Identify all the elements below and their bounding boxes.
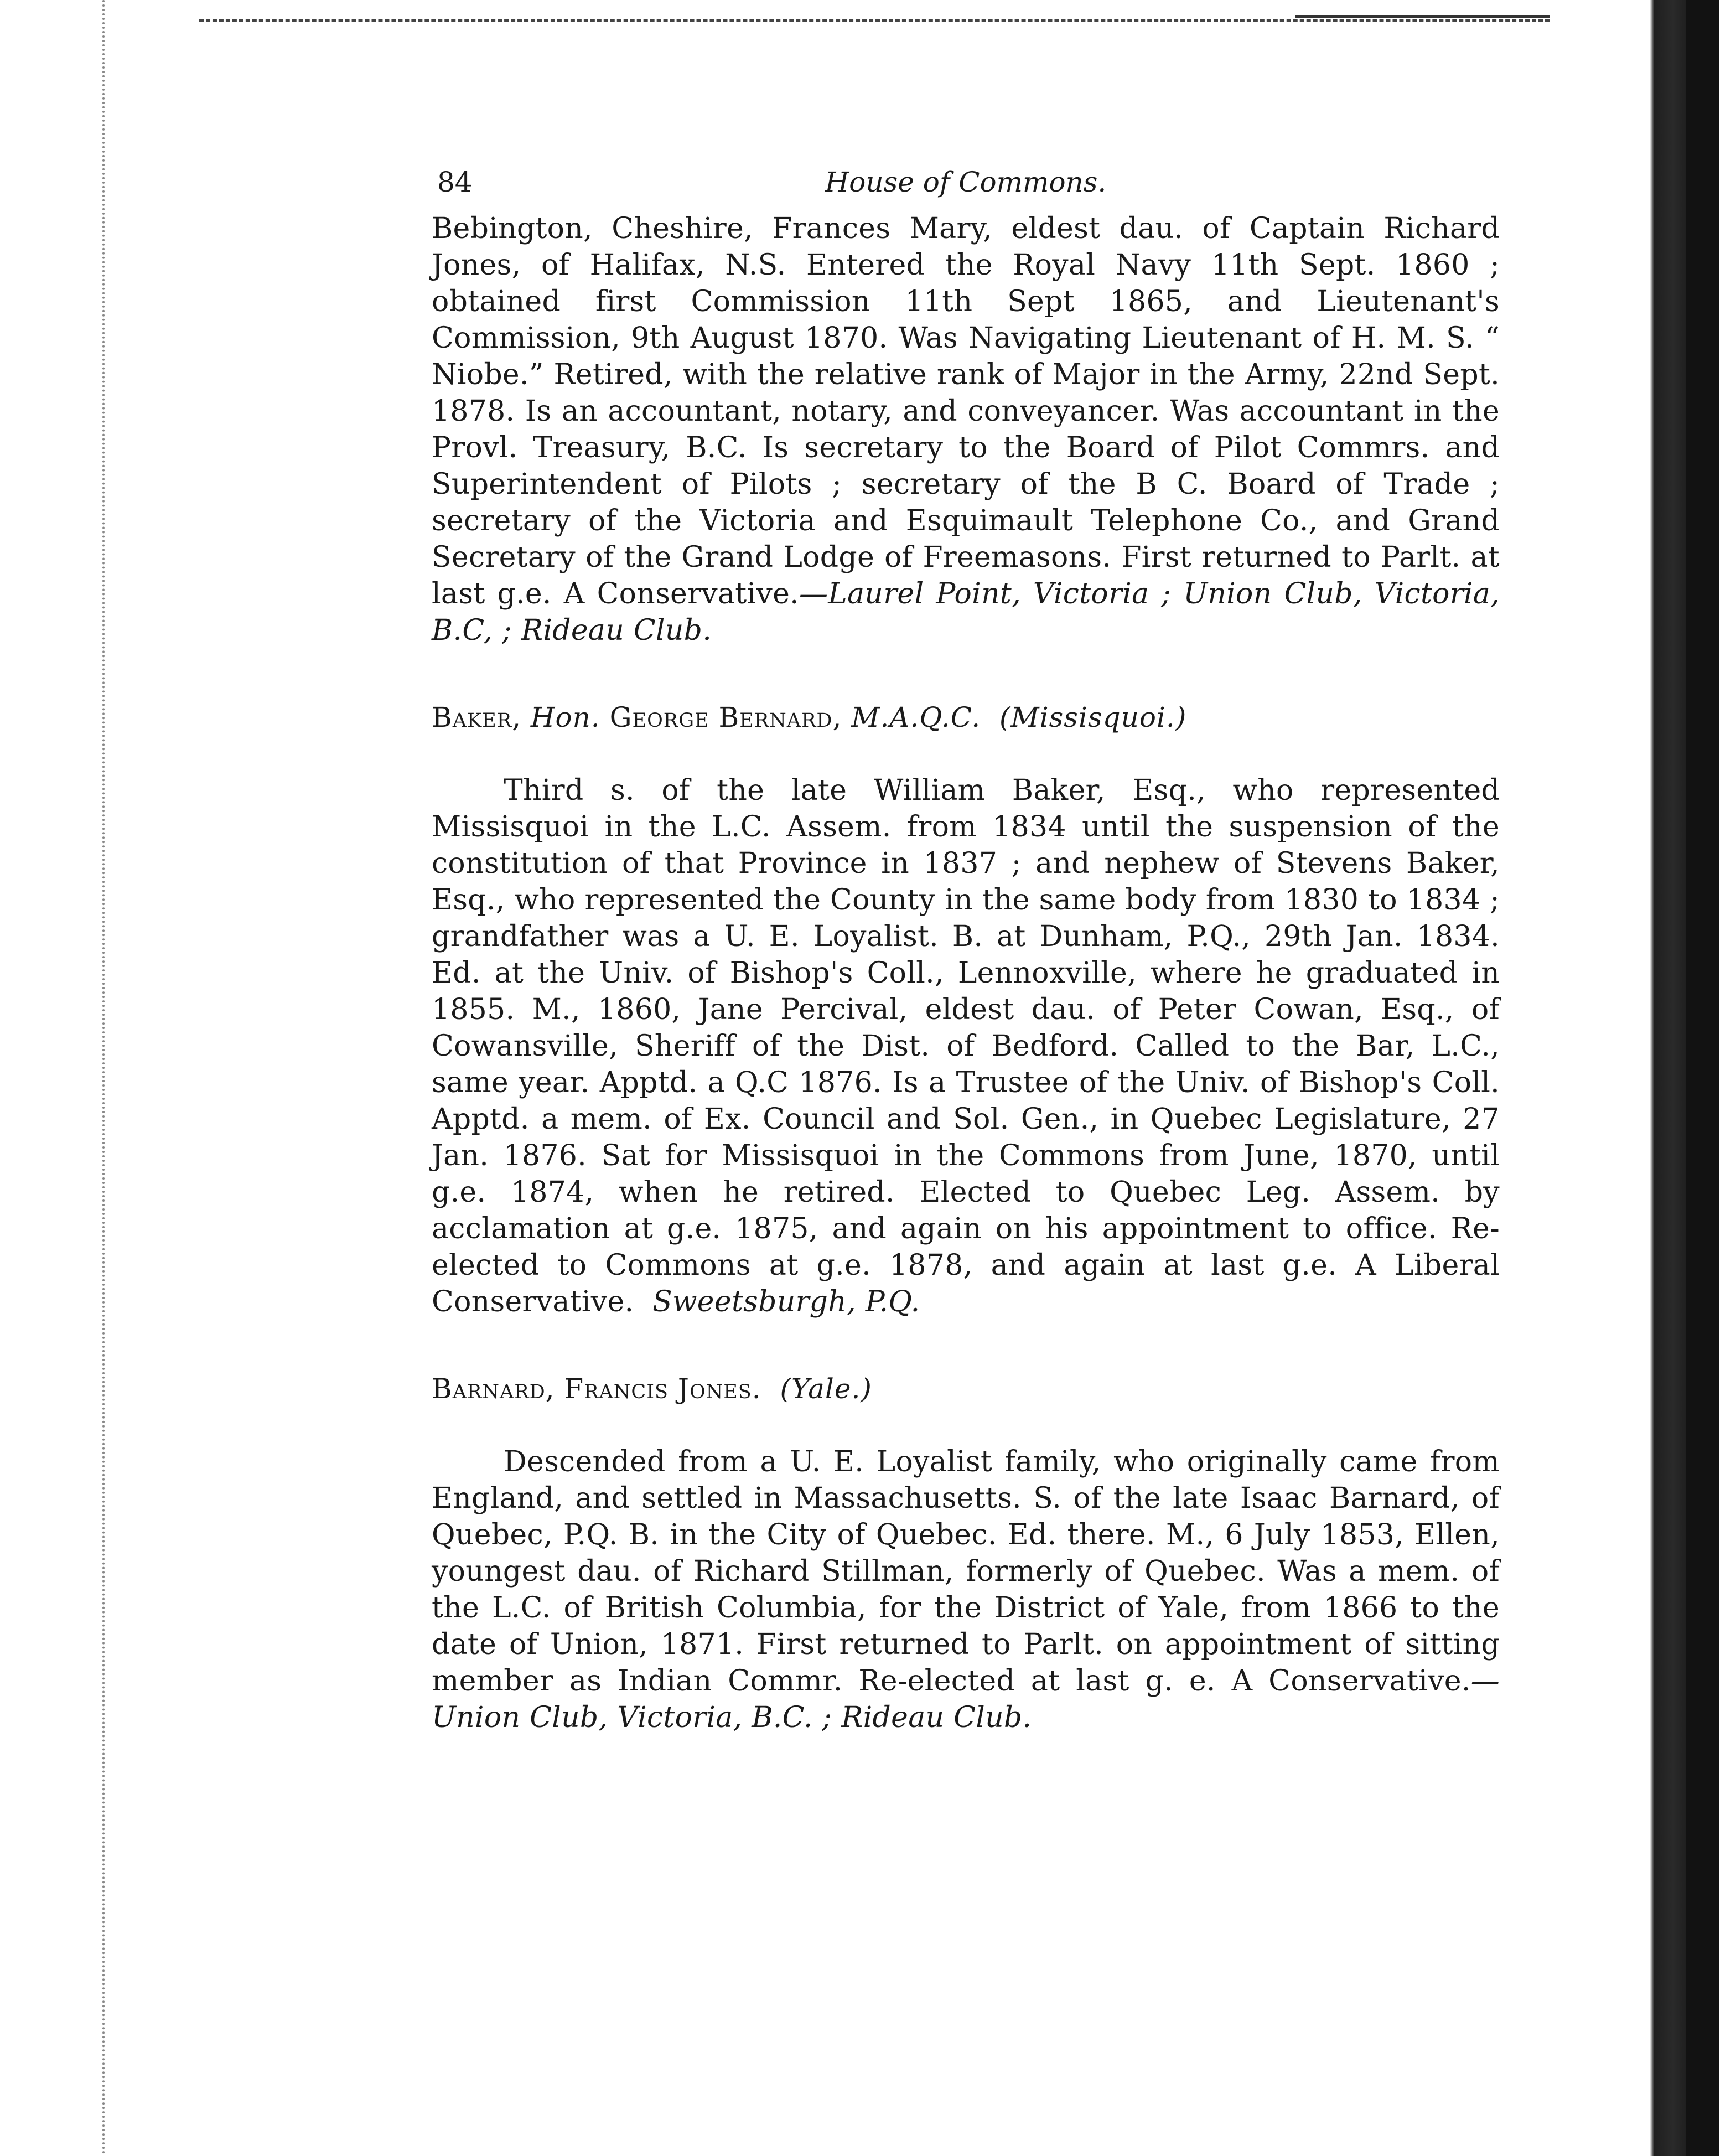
running-title: House of Commons. xyxy=(825,166,1107,198)
entry-heading-baker xyxy=(432,701,1500,733)
page-content xyxy=(432,161,1500,1736)
heading-riding: (Yale.) xyxy=(780,1373,872,1405)
page-number: 84 xyxy=(437,166,473,198)
heading-surname: Baker, xyxy=(432,701,521,733)
entry-heading-barnard xyxy=(432,1373,1500,1405)
entry-text: Third s. of the late William Baker, Esq., who represented Missisquoi in the L.C. Assem. from 1834 until the suspension of the constitution of that Province in 1837 ; and nephew of Stevens Baker, Esq., who represented the County in the same body from 1830 to 1834 ; grandfather was a U. E. Loyalist. B. at Dunham, P.Q., 29th Jan. 1834. Ed. at the Univ. of Bishop's Coll., Lennoxville, where he graduated in 1855. M., 1860, Jane Percival, eldest dau. of Peter Cowan, Esq., of Cowansville, Sheriff of the Dist. of Bedford. Called to the Bar, L.C., same year. Apptd. a Q.C 1876. Is a Trustee of the Univ. of Bishop's Coll. Apptd. a mem. of Ex. Council and Sol. Gen., in Quebec Legislature, 27 Jan. 1876. Sat for Missisquoi in the Commons from June, 1870, until g.e. 1874, when he retired. Elected to Quebec Leg. Assem. by acclamation at g.e. 1875, and again on his appointment to office. Re-elected to Commons at g.e. 1878, and again at last g.e. A Liberal Conservative. xyxy=(432,774,1500,1319)
entry-address: —Union Club, Victoria, B.C. ; Rideau Club. xyxy=(432,1664,1500,1734)
scan-top-rule xyxy=(199,19,1550,22)
heading-names: George Bernard, xyxy=(609,701,842,733)
entry-text: Bebington, Cheshire, Frances Mary, eldest dau. of Captain Richard Jones, of Halifax, N.S. Entered the Royal Navy 11th Sept. 1860 ; obtained first Commission 11th Sept 1865, and Lieutenant's Commission, 9th August 1870. Was Navigating Lieutenant of H. M. S. “ Niobe.” Retired, with the relative rank of Major in the Army, 22nd Sept. 1878. Is an accountant, notary, and conveyancer. Was accountant in the Provl. Treasury, B.C. Is secretary to the Board of Pilot Commrs. and Superintendent of Pilots ; secretary of the B C. Board of Trade ; secretary of the Victoria and Esquimault Telephone Co., and Grand Secretary of the Grand Lodge of Freemasons. First returned to Parlt. at last g.e. A Conservative. xyxy=(432,212,1500,611)
entry-continued xyxy=(432,210,1500,649)
entry-address: Sweetsburgh, P.Q. xyxy=(652,1285,920,1319)
running-head xyxy=(432,161,1500,210)
heading-names: Barnard, Francis Jones. xyxy=(432,1373,761,1405)
entry-text: Descended from a U. E. Loyalist family, who originally came from England, and settled in Massachusetts. S. of the late Isaac Barnard, of Quebec, P.Q. B. in the City of Quebec. Ed. there. M., 6 July 1853, Ellen, youngest dau. of Richard Stillman, formerly of Quebec. Was a mem. of the L.C. of British Columbia, for the District of Yale, from 1866 to the date of Union, 1871. First returned to Parlt. on appointment of sitting member as Indian Commr. Re-elected at last g. e. A Conservative. xyxy=(432,1445,1500,1698)
scan-left-edge xyxy=(102,0,107,2156)
entry-address: —Laurel Point, Victoria ; Union Club, Victoria, B.C, ; Rideau Club. xyxy=(432,577,1500,647)
scan-binding-shadow xyxy=(1686,0,1719,2156)
heading-honours: M.A.Q.C. xyxy=(851,701,981,733)
entry-baker xyxy=(432,772,1500,1320)
heading-riding: (Missisquoi.) xyxy=(999,701,1187,733)
scan-top-rule-solid xyxy=(1295,15,1550,18)
scan-binding-edge xyxy=(1631,0,1736,2156)
heading-title: Hon. xyxy=(530,701,600,733)
entry-barnard xyxy=(432,1444,1500,1736)
